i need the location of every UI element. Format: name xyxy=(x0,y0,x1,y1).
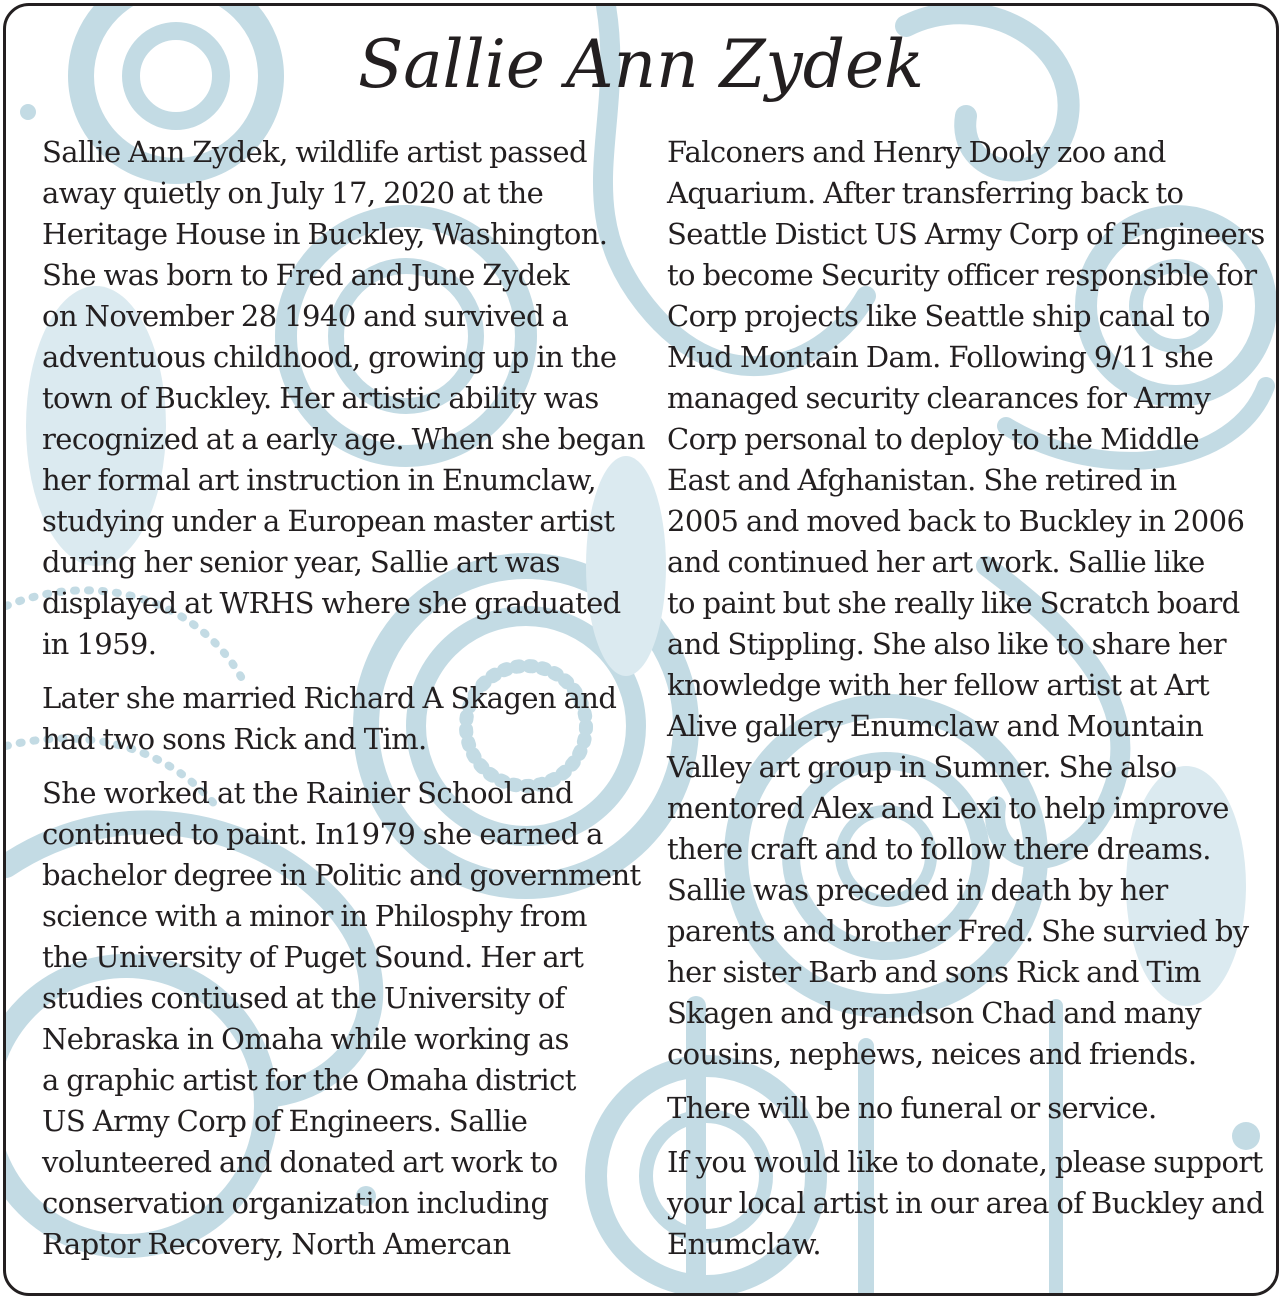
text-line: continued to paint. In1979 she earned a xyxy=(42,817,603,851)
text-line: mentored Alex and Lexi to help improve xyxy=(667,791,1229,825)
text-line: her sister Barb and sons Rick and Tim xyxy=(667,955,1201,989)
text-line: during her senior year, Sallie art was xyxy=(42,545,560,579)
text-line: Heritage House in Buckley, Washington. xyxy=(42,217,608,251)
text-line: Aquarium. After transferring back to xyxy=(667,176,1184,210)
paragraph-gap xyxy=(667,1129,1261,1142)
text-line: displayed at WRHS where she graduated xyxy=(42,586,621,620)
text-line: and Stippling. She also like to share her xyxy=(667,627,1226,661)
text-line: Mud Montain Dam. Following 9/11 she xyxy=(667,340,1214,374)
right-column xyxy=(667,132,1265,1265)
text-line: She was born to Fred and June Zydek xyxy=(42,258,570,292)
text-line: science with a minor in Philosphy from xyxy=(42,899,587,933)
text-line: Valley art group in Sumner. She also xyxy=(667,750,1177,784)
paragraph-gap xyxy=(667,1075,1261,1088)
text-line: parents and brother Fred. She survied by xyxy=(667,914,1249,948)
text-line: conservation organization including xyxy=(42,1186,549,1220)
text-line: cousins, nephews, neices and friends. xyxy=(667,1037,1197,1071)
text-line: Nebraska in Omaha while working as xyxy=(42,1022,569,1056)
text-line: Seattle Distict US Army Corp of Engineers xyxy=(667,217,1265,251)
text-line: Falconers and Henry Dooly zoo and xyxy=(667,135,1166,169)
text-line: had two sons Rick and Tim. xyxy=(42,722,427,756)
text-line: managed security clearances for Army xyxy=(667,381,1211,415)
paragraph-gap xyxy=(42,665,632,678)
text-line: recognized at a early age. When she began xyxy=(42,422,645,456)
text-line: Later she married Richard A Skagen and xyxy=(42,681,617,715)
text-line: bachelor degree in Politic and government xyxy=(42,858,641,892)
text-line: on November 28 1940 and survived a xyxy=(42,299,569,333)
text-line: away quietly on July 17, 2020 at the xyxy=(42,176,544,210)
text-line: If you would like to donate, please support xyxy=(667,1145,1263,1179)
text-line: to paint but she really like Scratch board xyxy=(667,586,1240,620)
obituary-title: Sallie Ann Zydek xyxy=(357,26,925,103)
text-line: US Army Corp of Engineers. Sallie xyxy=(42,1104,528,1138)
text-line: There will be no funeral or service. xyxy=(667,1091,1157,1125)
text-line: your local artist in our area of Buckley and xyxy=(667,1186,1264,1220)
text-line: volunteered and donated art work to xyxy=(42,1145,558,1179)
text-line: her formal art instruction in Enumclaw, xyxy=(42,463,597,497)
text-line: to become Security officer responsible for xyxy=(667,258,1257,292)
paragraph-gap xyxy=(42,760,632,773)
obituary-frame xyxy=(3,3,1279,1296)
text-line: adventuous childhood, growing up in the xyxy=(42,340,617,374)
text-line: Raptor Recovery, North Amercan xyxy=(42,1227,511,1261)
text-line: the University of Puget Sound. Her art xyxy=(42,940,584,974)
text-line: Skagen and grandson Chad and many xyxy=(667,996,1202,1030)
text-line: town of Buckley. Her artistic ability was xyxy=(42,381,599,415)
text-line: knowledge with her fellow artist at Art xyxy=(667,668,1210,702)
text-line: a graphic artist for the Omaha district xyxy=(42,1063,576,1097)
text-line: there craft and to follow there dreams. xyxy=(667,832,1211,866)
text-line: in 1959. xyxy=(42,627,157,661)
left-column xyxy=(42,132,645,1265)
text-line: 2005 and moved back to Buckley in 2006 xyxy=(667,504,1245,538)
text-line: She worked at the Rainier School and xyxy=(42,776,573,810)
text-line: Sallie was preceded in death by her xyxy=(667,873,1168,907)
text-line: Corp projects like Seattle ship canal to xyxy=(667,299,1210,333)
text-line: Alive gallery Enumclaw and Mountain xyxy=(667,709,1204,743)
text-line: studies contiused at the University of xyxy=(42,981,565,1015)
text-line: studying under a European master artist xyxy=(42,504,615,538)
text-line: Sallie Ann Zydek, wildlife artist passed xyxy=(42,135,587,169)
text-line: Enumclaw. xyxy=(667,1227,822,1261)
text-line: Corp personal to deploy to the Middle xyxy=(667,422,1200,456)
text-line: and continued her art work. Sallie like xyxy=(667,545,1205,579)
text-line: East and Afghanistan. She retired in xyxy=(667,463,1177,497)
